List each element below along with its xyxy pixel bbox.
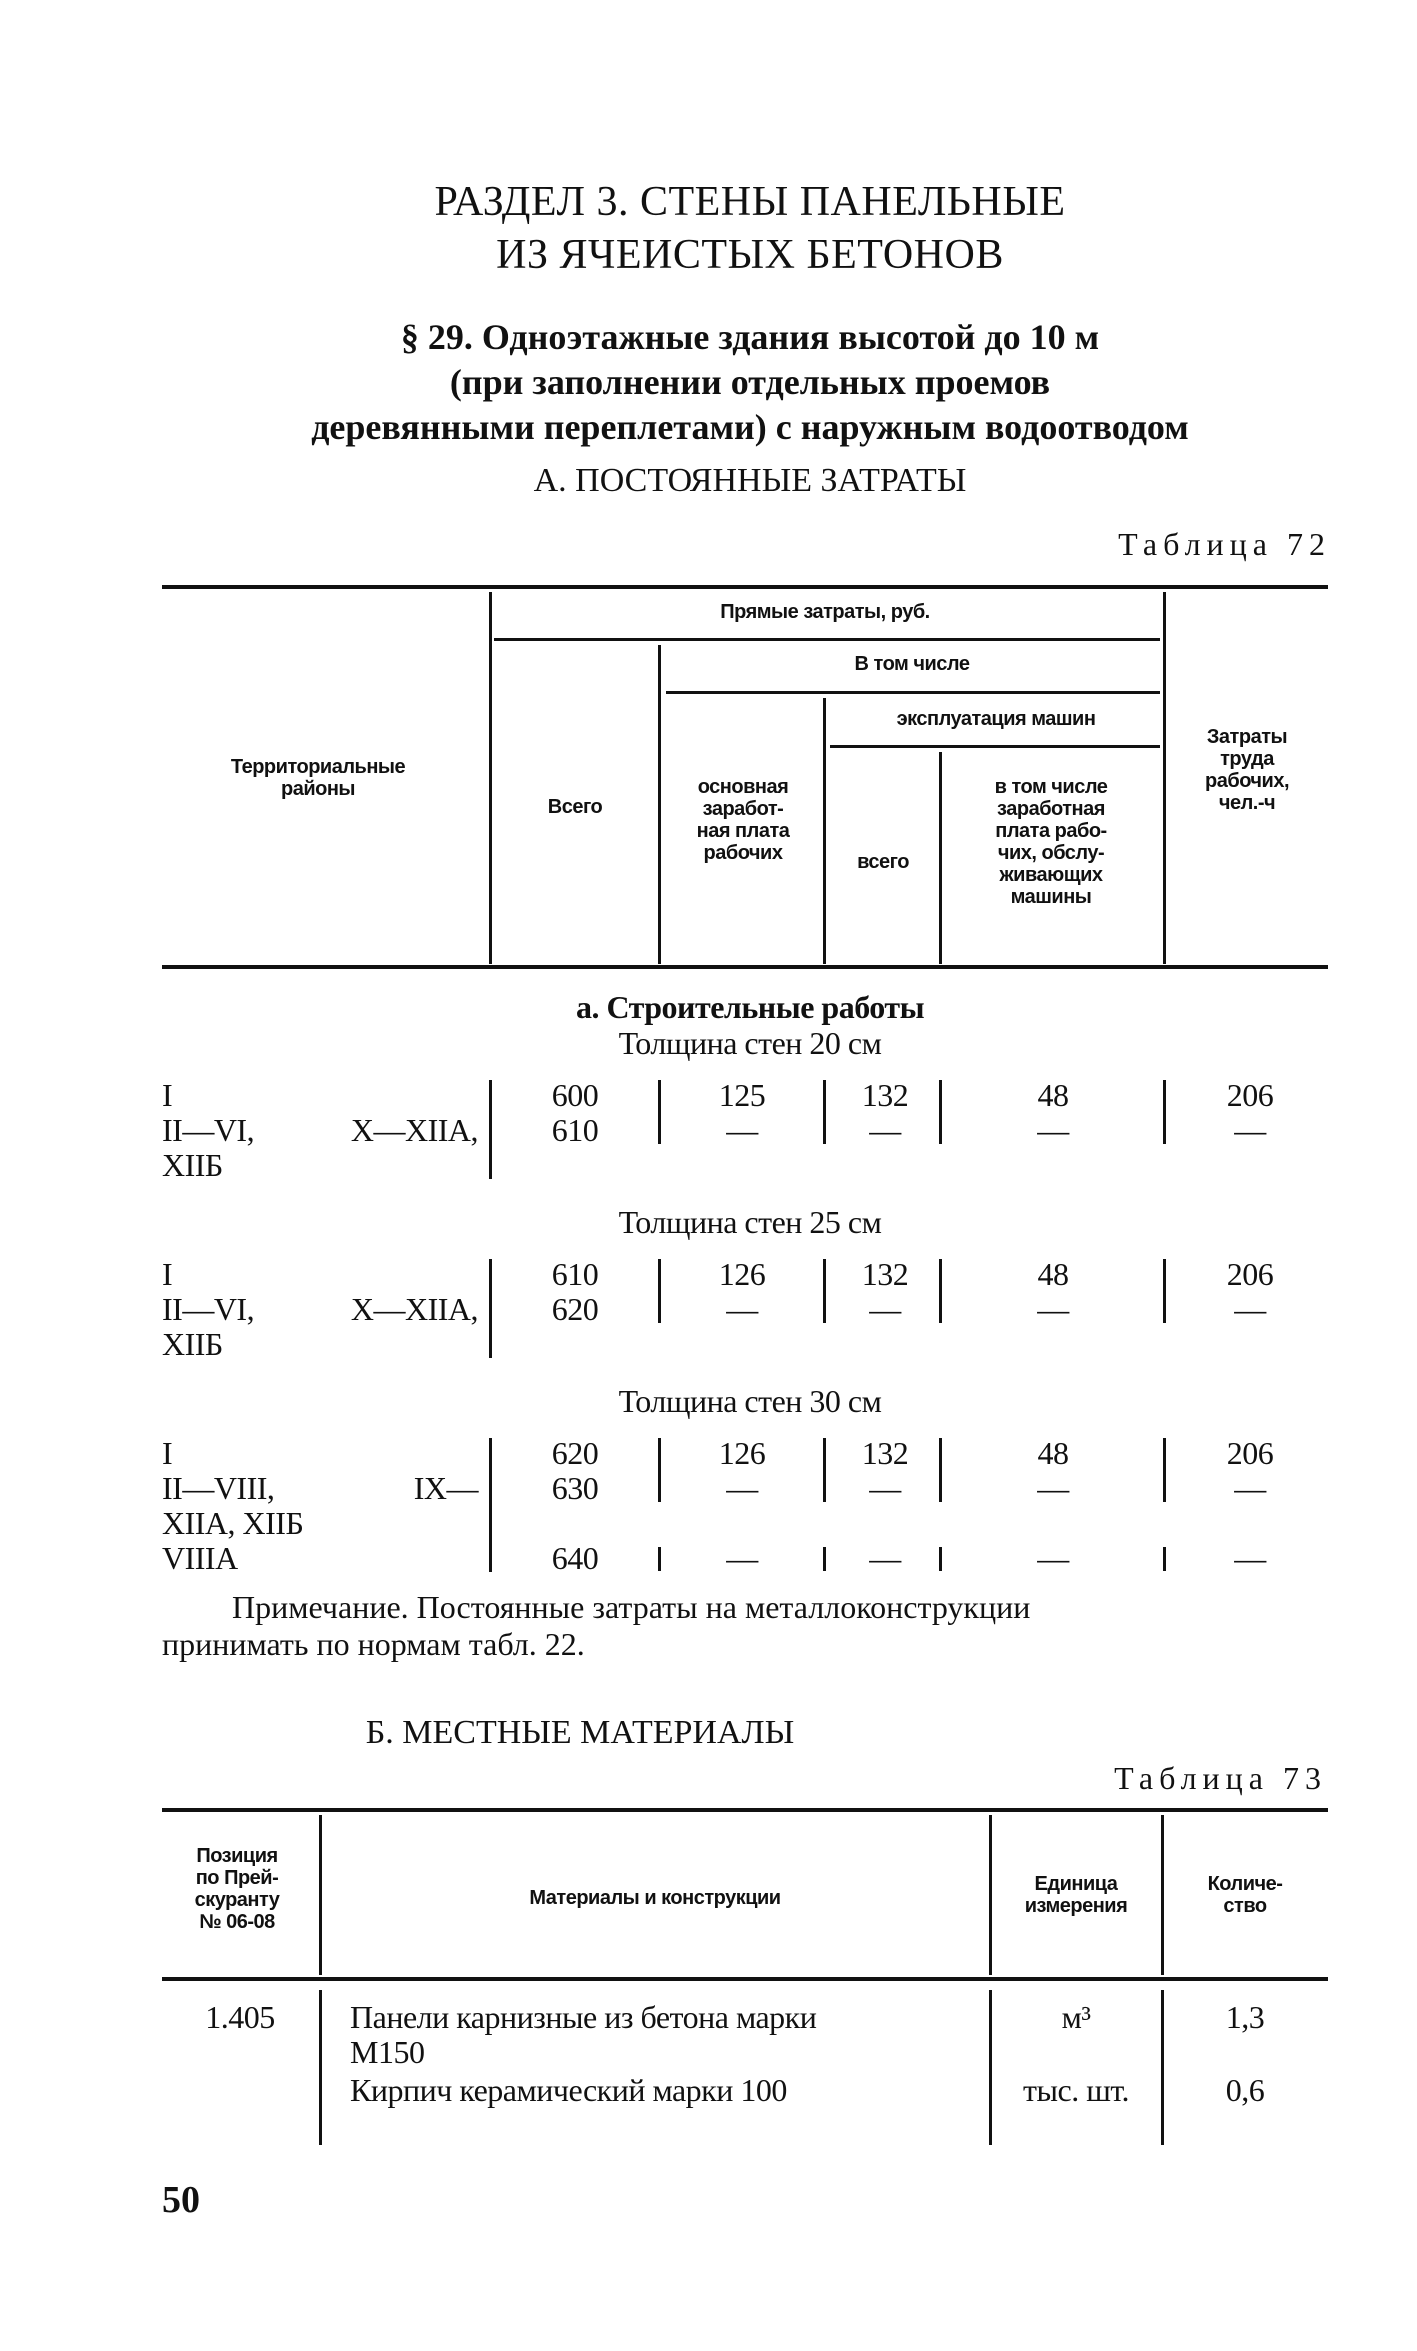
table-rule [162, 585, 1328, 589]
header-text: Единица [1034, 1873, 1118, 1895]
region-name: I [162, 1256, 173, 1292]
column-divider [939, 1547, 942, 1571]
column-divider [658, 1547, 661, 1571]
header-including: В том числе [854, 653, 970, 675]
note-line: Примечание. Постоянные затраты на металлоконструкции [232, 1589, 1031, 1625]
header-direct-costs: Прямые затраты, руб. [720, 601, 930, 623]
column-divider [823, 698, 826, 964]
header-text: заработ- [702, 798, 784, 820]
region-name: VIIIА [162, 1540, 238, 1576]
column-divider [1163, 592, 1166, 964]
header-regions [231, 756, 405, 800]
cell-machine-total: 132 [861, 1435, 909, 1471]
cell-total: 610 [551, 1112, 599, 1148]
header-text: измерения [1024, 1895, 1128, 1917]
cell-machine-total: — [869, 1291, 901, 1327]
material-name: М150 [350, 2034, 425, 2070]
region-name: XIIБ [162, 1326, 223, 1362]
header-quantity [1208, 1873, 1283, 1917]
header-labor [1205, 726, 1289, 814]
cell-machine-total: — [869, 1470, 901, 1506]
column-divider [489, 1438, 492, 1572]
cell-machine-wage: — [1037, 1470, 1069, 1506]
region-name: XIIБ [162, 1147, 223, 1183]
paragraph-title-line: § 29. Одноэтажные здания высотой до 10 м [400, 317, 1100, 357]
column-divider [1163, 1547, 1166, 1571]
column-divider [489, 592, 492, 964]
header-text: чих, обслу- [997, 842, 1105, 864]
region-name: II—VI, [162, 1112, 255, 1148]
page-number: 50 [162, 2179, 200, 2221]
region-name: I [162, 1077, 173, 1113]
region-name: I [162, 1435, 173, 1471]
wall-thickness-label: Толщина стен 20 см [618, 1025, 882, 1061]
cell-machine-total: 132 [861, 1256, 909, 1292]
header-text: по Прей- [195, 1867, 279, 1889]
header-text: № 06-08 [199, 1911, 275, 1933]
subsection-b-title: Б. МЕСТНЫЕ МАТЕРИАЛЫ [365, 1714, 795, 1751]
cell-machine-total: — [869, 1540, 901, 1576]
table73-caption: Таблица 73 [1114, 1760, 1327, 1796]
cell-machine-total: — [869, 1112, 901, 1148]
paragraph-title-line: (при заполнении отдельных проемов [449, 362, 1051, 402]
cell-total: 610 [551, 1256, 599, 1292]
table-rule [830, 745, 1160, 748]
column-divider [658, 1259, 661, 1323]
cell-base-wage: — [726, 1291, 758, 1327]
wall-thickness-label: Толщина стен 30 см [618, 1383, 882, 1419]
cell-labor: 206 [1226, 1077, 1274, 1113]
column-divider [939, 1259, 942, 1323]
region-name: XIIА, XIIБ [162, 1505, 304, 1541]
cell-base-wage: 125 [718, 1077, 766, 1113]
header-text: Территориальные [230, 756, 406, 778]
column-divider [939, 752, 942, 964]
cell-machine-wage: 48 [1037, 1435, 1069, 1471]
header-materials: Материалы и конструкции [529, 1887, 781, 1909]
column-divider [489, 1259, 492, 1358]
header-position [195, 1845, 280, 1933]
section-label: а. Строительные работы [575, 989, 925, 1025]
region-name: X—XIIА, [350, 1112, 478, 1148]
note [232, 1590, 1030, 1625]
cell-base-wage: — [726, 1470, 758, 1506]
header-machine-operation: эксплуатация машин [896, 708, 1096, 730]
cell-machine-wage: — [1037, 1291, 1069, 1327]
header-text: рабочих, [1205, 770, 1289, 792]
header-text: Количе- [1207, 1873, 1283, 1895]
region-name: II—VI, [162, 1291, 255, 1327]
header-text: рабочих [703, 842, 783, 864]
unit: м³ [1061, 1999, 1091, 2035]
column-divider [1161, 1990, 1164, 2145]
cell-base-wage: 126 [718, 1256, 766, 1292]
column-divider [939, 1080, 942, 1144]
header-text: скуранту [194, 1889, 280, 1911]
column-divider [319, 1990, 322, 2145]
position-code: 1.405 [205, 1999, 275, 2035]
header-text: Затраты [1206, 726, 1288, 748]
column-divider [319, 1815, 322, 1975]
header-text: районы [280, 778, 355, 800]
cell-machine-wage: 48 [1037, 1256, 1069, 1292]
cell-machine-wage: — [1037, 1540, 1069, 1576]
column-divider [939, 1438, 942, 1502]
paragraph-title-line: деревянными переплетами) с наружным водоотводом [311, 407, 1189, 447]
table-rule [666, 691, 1160, 694]
wall-thickness-label: Толщина стен 25 см [618, 1204, 882, 1240]
quantity: 0,6 [1225, 2072, 1265, 2108]
cell-labor: — [1234, 1112, 1266, 1148]
column-divider [658, 1438, 661, 1502]
cell-total: 630 [551, 1470, 599, 1506]
unit: тыс. шт. [1023, 2072, 1129, 2108]
cell-labor: — [1234, 1540, 1266, 1576]
column-divider [989, 1990, 992, 2145]
cell-labor: 206 [1226, 1256, 1274, 1292]
header-text: заработная [997, 798, 1105, 820]
cell-total: 640 [551, 1540, 599, 1576]
header-text: Позиция [196, 1845, 278, 1867]
table-rule [162, 1808, 1328, 1812]
cell-base-wage: — [726, 1540, 758, 1576]
table72-caption: Таблица 72 [1118, 526, 1331, 562]
header-base-wage [697, 776, 790, 864]
cell-machine-wage: 48 [1037, 1077, 1069, 1113]
material-name: Кирпич керамический марки 100 [350, 2072, 787, 2108]
column-divider [1163, 1259, 1166, 1323]
header-text: в том числе [994, 776, 1108, 798]
header-text: плата рабо- [995, 820, 1107, 842]
table-rule [162, 1977, 1328, 1981]
note-line: принимать по нормам табл. 22. [162, 1626, 585, 1662]
cell-machine-total: 132 [861, 1077, 909, 1113]
column-divider [489, 1080, 492, 1179]
header-text: основная [697, 776, 789, 798]
header-machine-total: всего [857, 851, 909, 873]
cell-base-wage: — [726, 1112, 758, 1148]
subsection-a-title: А. ПОСТОЯННЫЕ ЗАТРАТЫ [533, 462, 967, 499]
header-text: живающих [999, 864, 1103, 886]
column-divider [1161, 1815, 1164, 1975]
column-divider [658, 1080, 661, 1144]
column-divider [658, 645, 661, 964]
column-divider [1163, 1438, 1166, 1502]
header-text: ная плата [696, 820, 790, 842]
header-text: ство [1223, 1895, 1267, 1917]
cell-total: 620 [551, 1435, 599, 1471]
column-divider [823, 1547, 826, 1571]
column-divider [823, 1438, 826, 1502]
region-name: II—VIII, [162, 1470, 275, 1506]
region-name: X—XIIА, [350, 1291, 478, 1327]
section-title-line: РАЗДЕЛ 3. СТЕНЫ ПАНЕЛЬНЫЕ [434, 179, 1066, 225]
cell-base-wage: 126 [718, 1435, 766, 1471]
cell-total: 620 [551, 1291, 599, 1327]
header-total: Всего [547, 796, 603, 818]
table-rule [162, 965, 1328, 969]
header-machine-wage [995, 776, 1108, 908]
column-divider [823, 1080, 826, 1144]
material-name: Панели карнизные из бетона марки [350, 1999, 817, 2035]
cell-machine-wage: — [1037, 1112, 1069, 1148]
region-name: IX— [413, 1470, 478, 1506]
quantity: 1,3 [1225, 1999, 1265, 2035]
column-divider [823, 1259, 826, 1323]
table-rule [494, 638, 1160, 641]
header-text: труда [1220, 748, 1274, 770]
cell-total: 600 [551, 1077, 599, 1113]
cell-labor: 206 [1226, 1435, 1274, 1471]
cell-labor: — [1234, 1291, 1266, 1327]
header-unit [1025, 1873, 1128, 1917]
header-text: машины [1010, 886, 1092, 908]
section-title-line: ИЗ ЯЧЕИСТЫХ БЕТОНОВ [496, 232, 1004, 278]
cell-labor: — [1234, 1470, 1266, 1506]
column-divider [989, 1815, 992, 1975]
header-text: чел.-ч [1218, 792, 1276, 814]
column-divider [1163, 1080, 1166, 1144]
